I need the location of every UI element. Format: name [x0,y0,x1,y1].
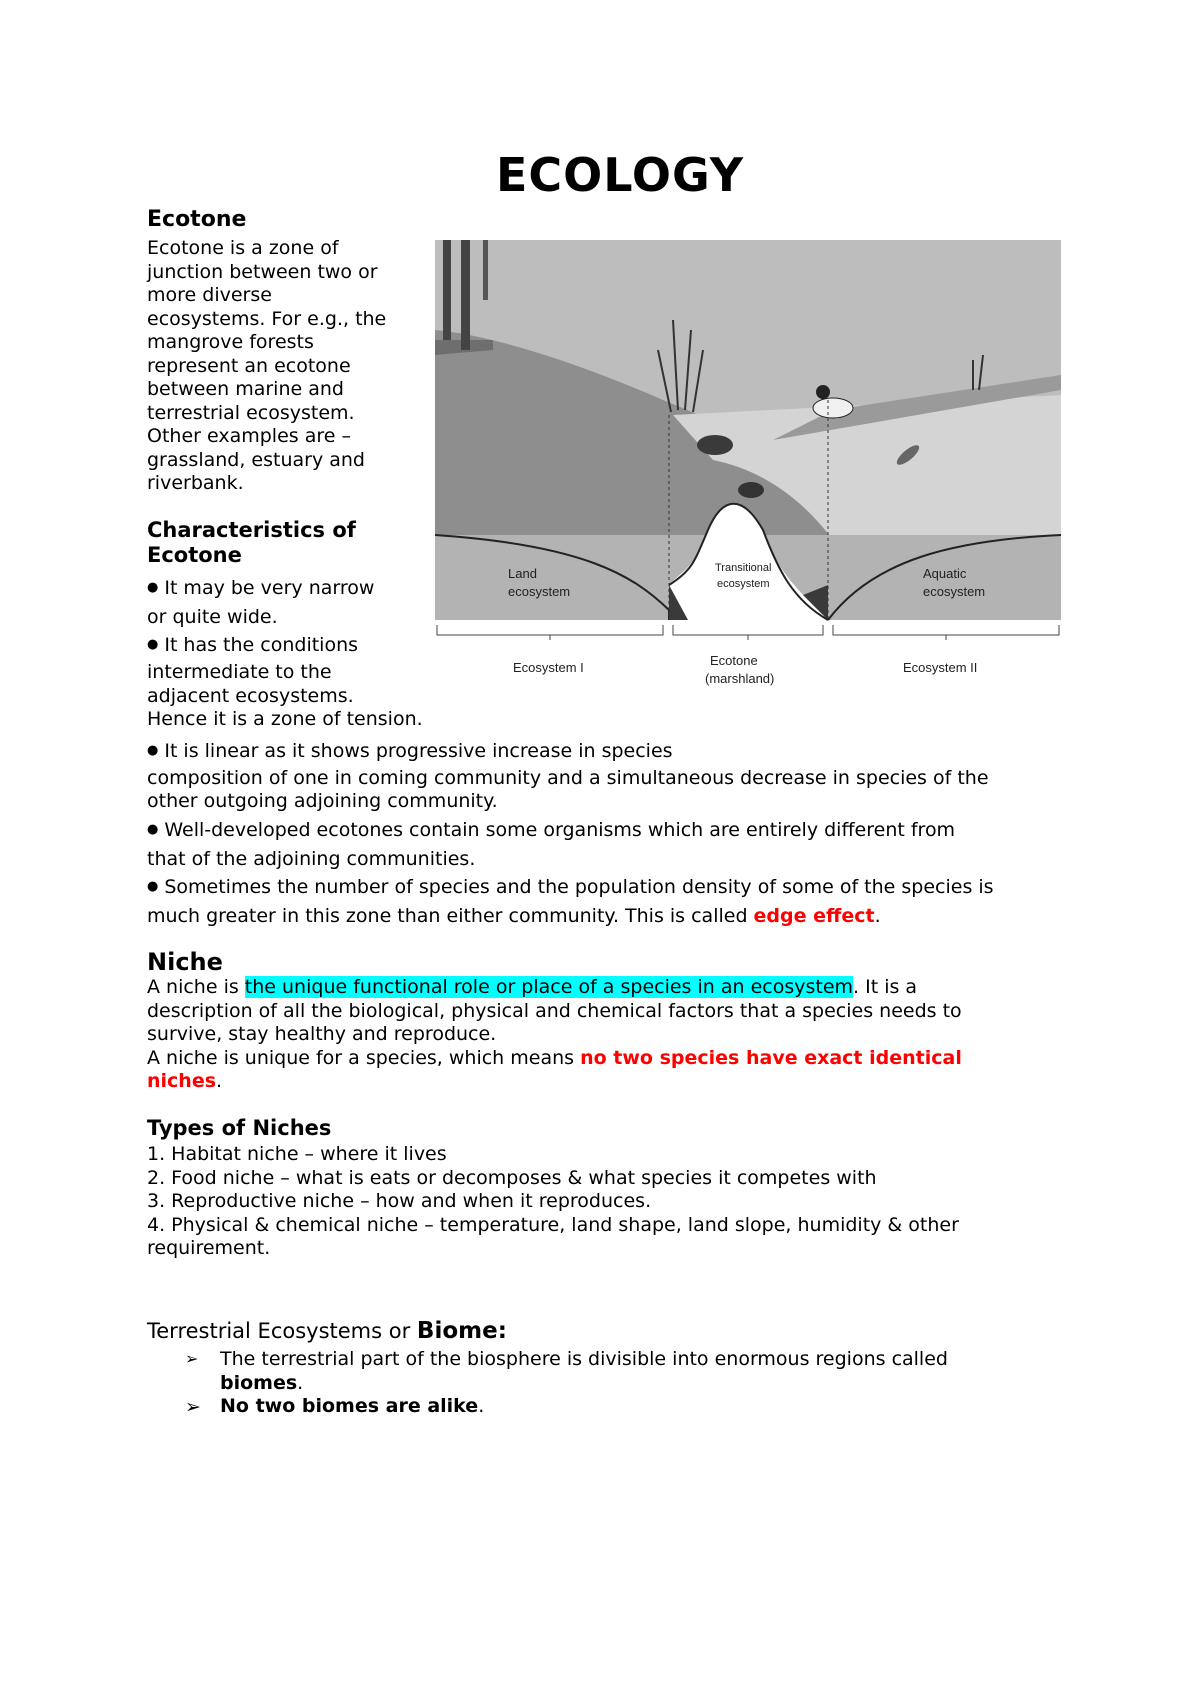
duck-head [816,385,830,399]
transition-label-2: ecosystem [717,578,770,590]
list-item: 3. Reproductive niche – how and when it reproduces. [147,1190,652,1212]
text-line: riverbank. [147,472,244,494]
text-line [147,1047,962,1071]
niche-paragraph [147,976,962,1094]
tree-trunk [461,240,470,350]
land-label: Land [508,566,537,581]
text-span: Terrestrial Ecosystems or [147,1319,417,1343]
text-span: much greater in this zone than either community. This is called [147,905,754,927]
text-span: . [478,1395,485,1417]
tree-trunk [443,240,451,340]
red-emphasis: niches [147,1070,217,1092]
text-span: A niche is [147,976,245,998]
text-line: Characteristics of [147,518,356,542]
page-title: ECOLOGY [495,148,745,202]
tree-trunk [483,240,488,300]
arrow-bullet-icon: ➢ [185,1349,199,1368]
bullet-1 [147,575,374,630]
edge-effect-term: edge effect [753,905,875,927]
turtle-2 [738,482,764,498]
aquatic-label: Aquatic [923,566,967,581]
text-span: . It is a [853,976,918,998]
bullet-text: ● It may be very narrow [147,575,374,604]
highlighted-definition: the unique functional role or place of a species in an ecosystem [244,976,854,998]
bullet-text: Hence it is a zone of tension. [147,708,423,730]
bullet-text: that of the adjoining communities. [147,848,476,870]
turtle [697,435,733,455]
bullet-text [147,903,994,929]
text-span: . [874,905,881,927]
land-label-2: ecosystem [508,584,571,599]
text-span: A niche is unique for a species, which means [147,1046,581,1069]
biome-point-2 [220,1395,484,1419]
bullet-text: ● It has the conditions [147,632,423,661]
transition-label: Transitional [715,562,772,574]
biome-heading [147,1320,507,1344]
bullet-text: ● Sometimes the number of species and the population density of some of the species is [147,874,994,903]
text-span: . [216,1070,223,1092]
ecosystem-2-label: Ecosystem II [903,660,978,675]
ecotone-label: Ecotone [710,653,758,668]
text-line: description of all the biological, physical and chemical factors that a species needs to [147,999,962,1022]
bullet-3 [147,738,989,813]
bullet-text: ● It is linear as it shows progressive increase in species [147,738,989,767]
text-line: mangrove forests [147,331,314,353]
bullet-text: intermediate to the [147,661,332,683]
text-line [147,1070,962,1094]
text-line: Ecotone [147,543,242,567]
text-span: Biome: [416,1318,507,1344]
ecotone-diagram [433,240,1063,698]
types-of-niches-heading: Types of Niches [147,1116,332,1140]
biome-point-1 [220,1348,948,1395]
text-span: No two biomes are alike [220,1395,479,1417]
text-line: grassland, estuary and [147,448,365,471]
duck-body [813,398,853,418]
text-line: ecosystems. For e.g., the [147,307,387,330]
text-line [220,1372,948,1396]
text-line: between marine and [147,378,344,400]
text-span: biomes [220,1371,298,1394]
bullet-4 [147,817,955,872]
bullet-text: adjacent ecosystems. [147,684,354,707]
ecotone-heading: Ecotone [147,207,247,232]
text-line: junction between two or [147,260,378,283]
list-item: 1. Habitat niche – where it lives [147,1143,447,1165]
bullet-text: composition of one in coming community and a simultaneous decrease in species of the [147,767,989,789]
text-span: . [297,1371,304,1394]
text-line [147,976,962,1000]
niche-types-list [147,1143,959,1261]
list-item: 4. Physical & chemical niche – temperature, land shape, land slope, humidity & other [147,1213,959,1236]
arrow-bullet-icon: ➢ [185,1396,201,1418]
list-item: 2. Food niche – what is eats or decomposes & what species it competes with [147,1166,877,1189]
bullet-text: other outgoing adjoining community. [147,790,498,812]
text-line: Ecotone is a zone of [147,237,339,259]
niche-heading: Niche [147,948,223,976]
characteristics-heading [147,518,356,568]
aquatic-label-2: ecosystem [923,584,986,599]
ecosystem-1-label: Ecosystem I [513,660,584,675]
text-line: terrestrial ecosystem. [147,401,355,424]
bullet-text: ● Well-developed ecotones contain some organisms which are entirely different from [147,817,955,846]
list-item: requirement. [147,1237,271,1259]
marshland-label: (marshland) [705,671,775,686]
red-emphasis: no two species have exact identical [580,1046,962,1069]
bullet-5 [147,874,994,929]
text-line: survive, stay healthy and reproduce. [147,1023,497,1045]
text-line: more diverse [147,284,272,306]
bullet-2 [147,632,423,732]
text-line: The terrestrial part of the biosphere is divisible into enormous regions called [220,1348,948,1370]
text-line: Other examples are – [147,425,351,447]
text-line: represent an ecotone [147,354,351,377]
bullet-text: or quite wide. [147,606,278,628]
ecotone-paragraph [147,237,386,496]
